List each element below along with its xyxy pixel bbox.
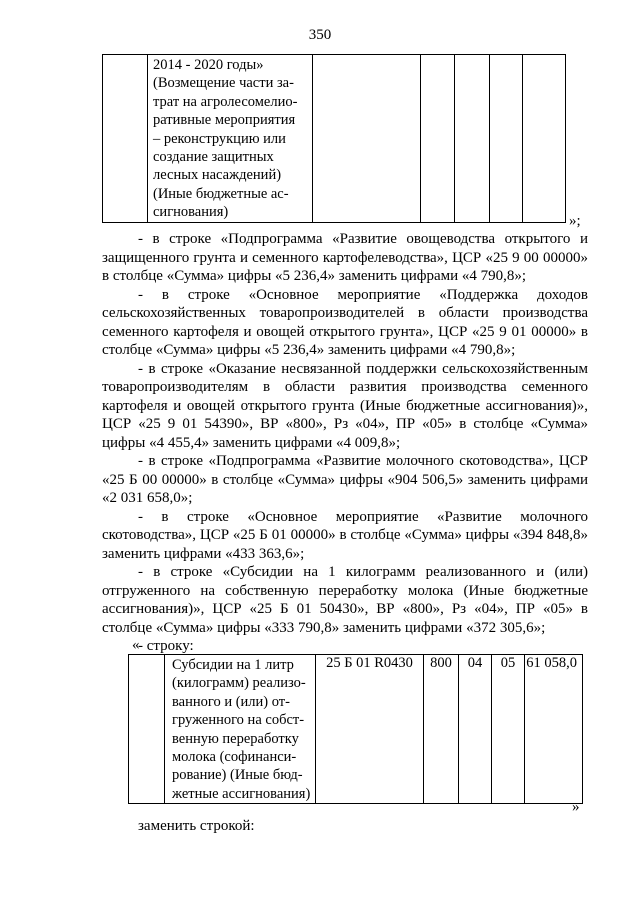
description-line: создание защитных — [153, 149, 274, 166]
description-line: (Возмещение части за- — [153, 75, 294, 92]
budget-table-fragment — [102, 54, 566, 223]
description-line: сигнования) — [153, 204, 229, 221]
paragraph: - в строке «Основное мероприятие «Поддержка доходов сельскохозяйственных товаропроизводителей в области производства семенного картофеля и овощей открытого грунта», ЦСР «25 9 01 00000» в столбце «Сумма» цифры «5 236,4» заменить цифрами «4 790,8»; — [102, 286, 588, 358]
table-cell — [103, 55, 148, 223]
vr-cell: 800 — [424, 655, 459, 804]
paragraph: - в строке «Оказание несвязанной поддержки сельскохозяйственным товаропроизводителям в области развития производства семенного картофеля и овощей открытого грунта (Иные бюджетные ассигнования)», ЦСР «25 9 01 54390», ВР «800», Рз «04», ПР «05» в столбце «Сумма» цифры «4 455,4» заменить цифрами «4 009,8»; — [102, 360, 588, 451]
paragraph: - строку: — [138, 638, 194, 654]
description-line: молока (софинанси- — [172, 749, 297, 766]
closing-quote-2: » — [572, 799, 580, 815]
description-line: жетные ассигнования) — [172, 785, 311, 802]
description-cell — [165, 655, 316, 804]
description-line: ративные мероприятия — [153, 112, 296, 129]
amendment-text — [102, 230, 588, 656]
description-cell — [148, 55, 313, 223]
description-line: лесных насаждений) — [153, 167, 282, 184]
description-line: рование) (Иные бюд- — [172, 767, 303, 784]
replaced-row-table — [128, 654, 583, 804]
paragraph: - в строке «Подпрограмма «Развитие молочного скотоводства», ЦСР «25 Б 00 00000» в столбце «Сумма» цифры «904 506,5» заменить цифрами «2 031 658,0»; — [102, 453, 588, 506]
description-line: (килограмм) реализо- — [172, 675, 306, 692]
csr-cell: 25 Б 01 R0430 — [316, 655, 424, 804]
description-line: 2014 - 2020 годы» — [153, 57, 264, 73]
opening-quote: « — [132, 637, 140, 653]
replace-instruction: заменить строкой: — [138, 818, 255, 834]
table-cell — [129, 655, 165, 804]
pr-cell: 05 — [492, 655, 525, 804]
page-number: 350 — [308, 27, 332, 43]
rz-cell: 04 — [459, 655, 492, 804]
closing-quote: »; — [569, 213, 581, 229]
description-line: груженного на собст- — [172, 712, 305, 729]
description-line: венную переработку — [172, 730, 299, 747]
sum-cell: 61 058,0 — [525, 655, 583, 804]
description-line: – реконструкцию или — [153, 130, 286, 147]
table-cell — [455, 55, 490, 223]
description-line: (Иные бюджетные ас- — [153, 185, 289, 202]
description-line: Субсидии на 1 литр — [172, 657, 294, 673]
paragraph: - в строке «Субсидии на 1 килограмм реализованного и (или) отгруженного на собственную переработку молока (Иные бюджетные ассигнования)», ЦСР «25 Б 01 50430», ВР «800», Рз «04», ПР «05» в столбце «Сумма» цифры «333 790,8» заменить цифрами «372 305,6»; — [102, 564, 588, 636]
paragraph: - в строке «Основное мероприятие «Развитие молочного скотоводства», ЦСР «25 Б 01 00000» в столбце «Сумма» цифры «394 848,8» заменить цифрами «433 363,6»; — [102, 508, 588, 562]
table-cell — [313, 55, 421, 223]
description-line: ванного и (или) от- — [172, 693, 290, 710]
table-cell — [490, 55, 523, 223]
description-line: трат на агролесомелио- — [153, 93, 298, 110]
paragraph: - в строке «Подпрограмма «Развитие овощеводства открытого и защищенного грунта и семенного картофелеводства», ЦСР «25 9 00 00000» в столбце «Сумма» цифры «5 236,4» заменить цифрами «4 790,8»; — [102, 231, 588, 284]
table-cell — [421, 55, 455, 223]
table-cell — [523, 55, 566, 223]
